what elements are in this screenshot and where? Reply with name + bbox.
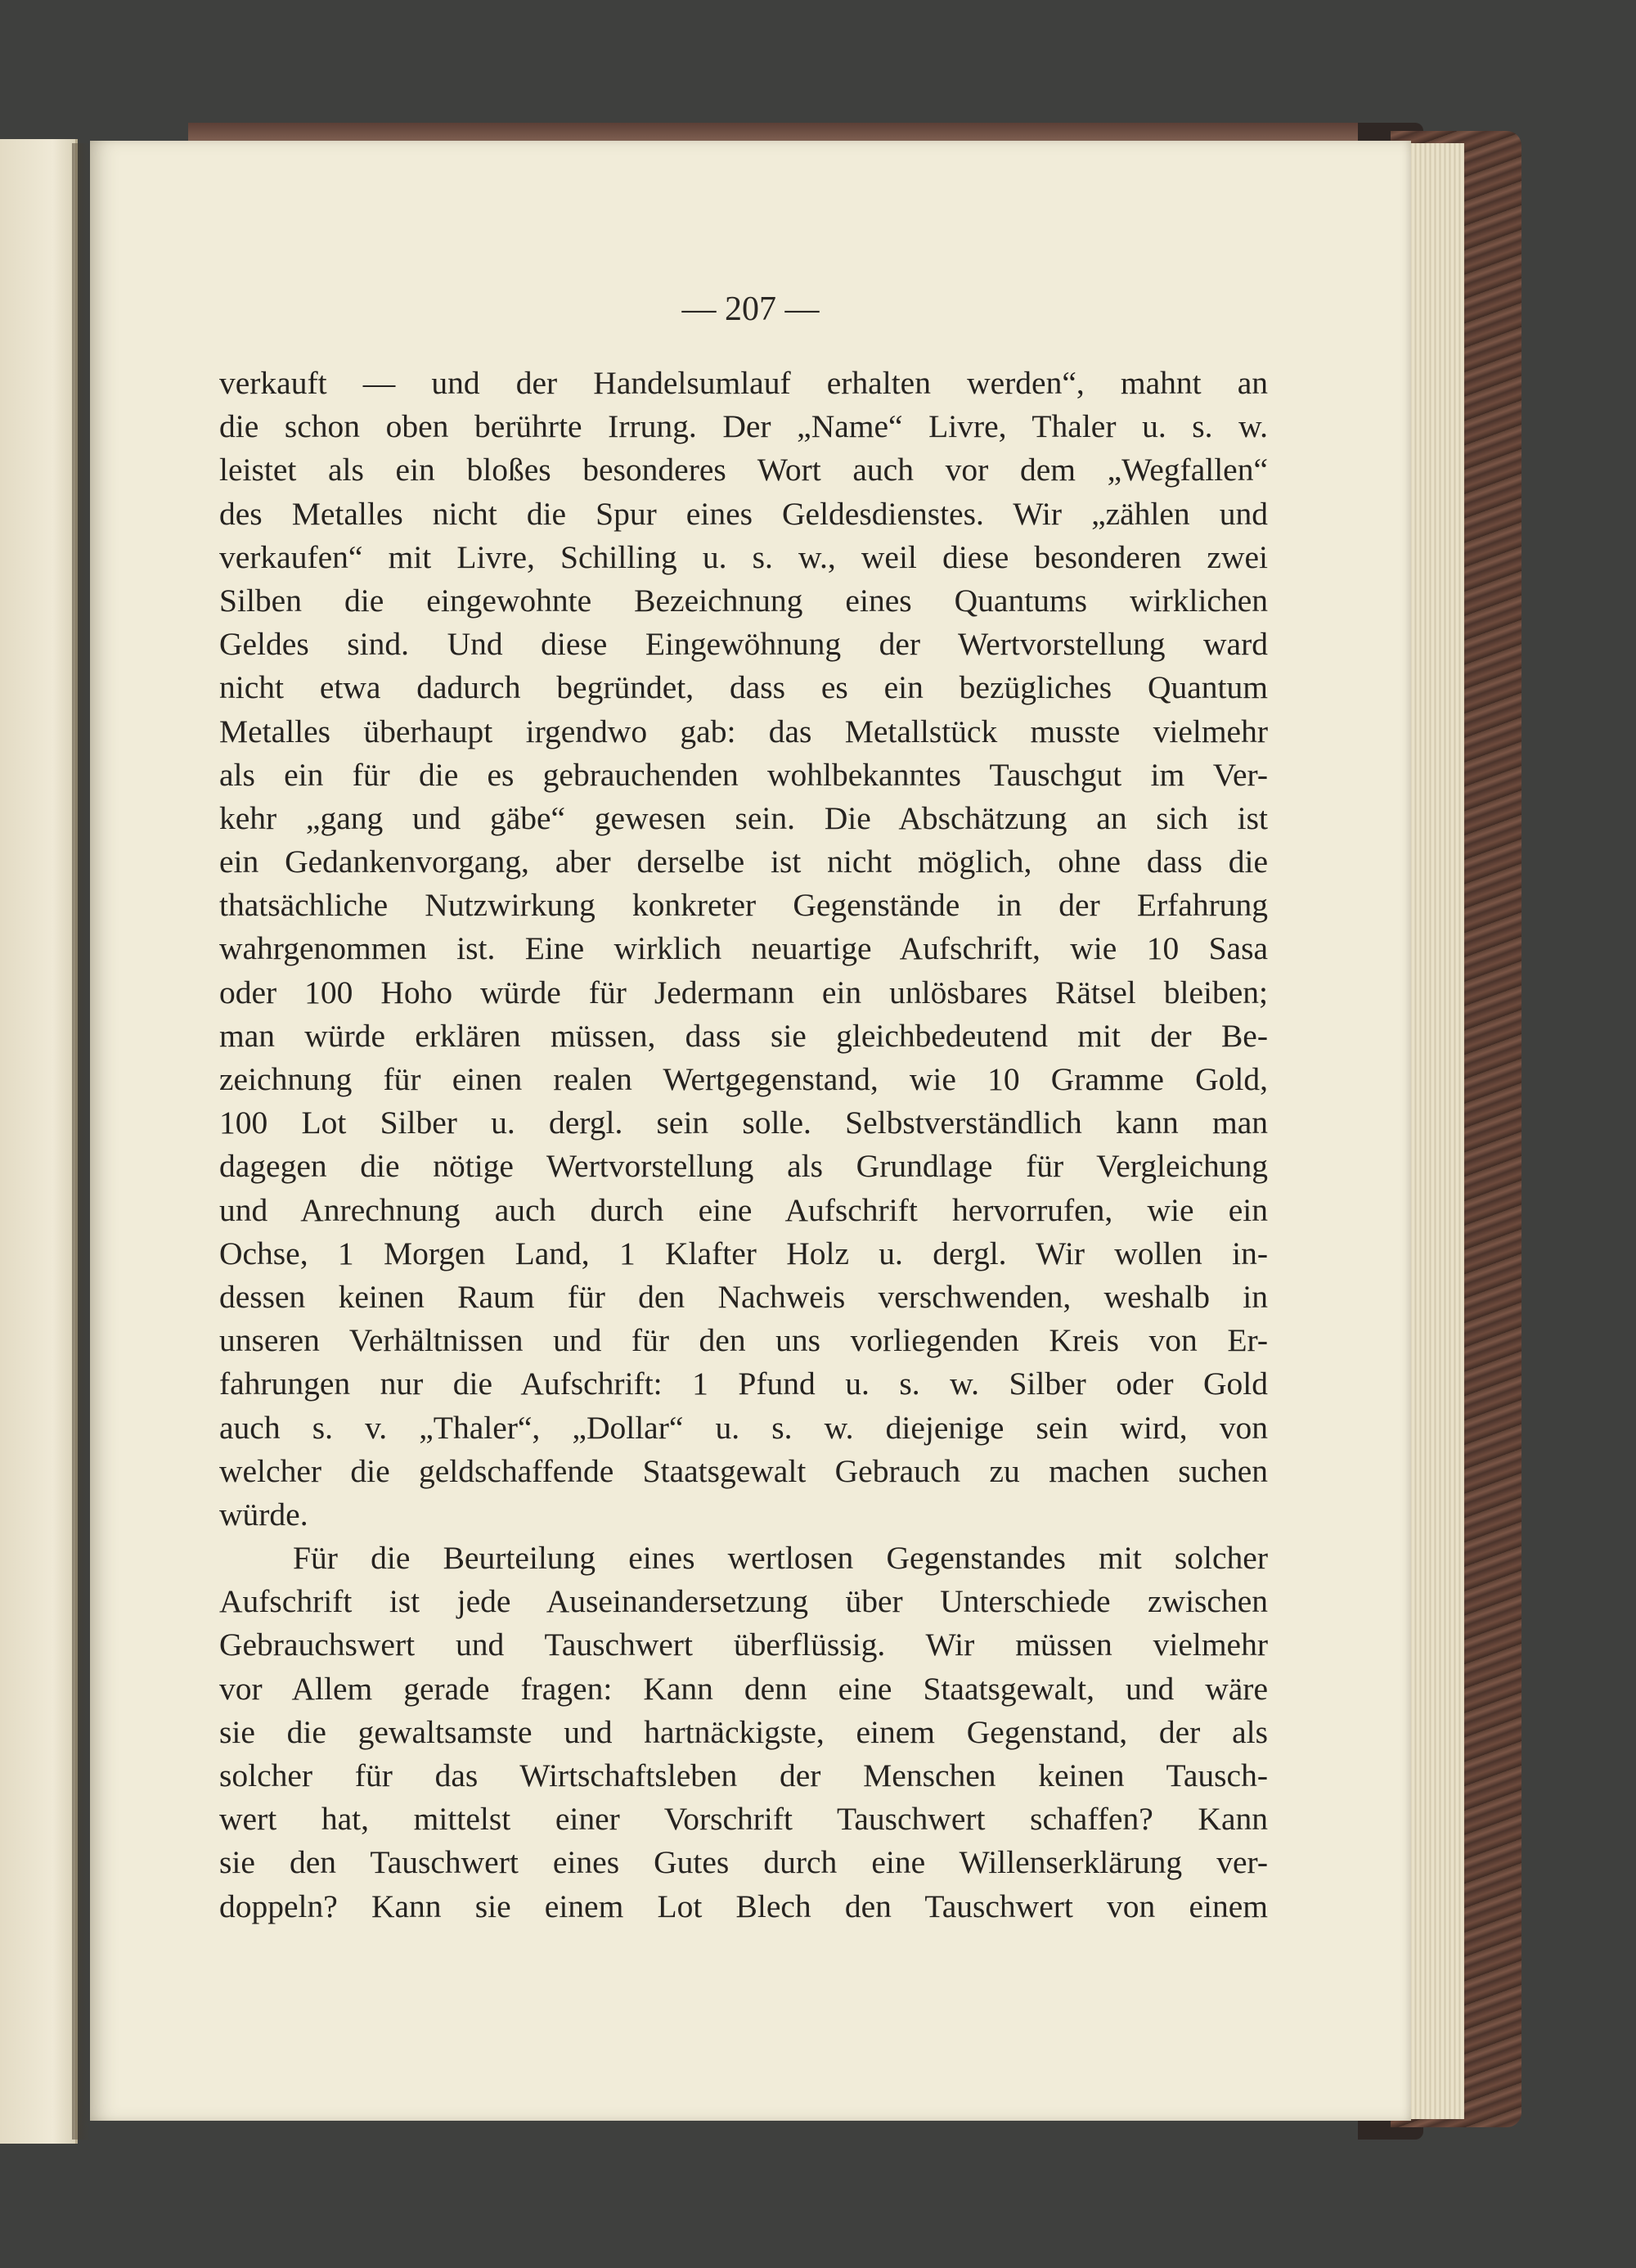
text-line: verkauft — und der Handelsumlauf erhalten werden“, mahnt an: [219, 365, 1268, 401]
text-line: 100 Lot Silber u. dergl. sein solle. Selbstverständlich kann man: [219, 1105, 1268, 1141]
page-number: — 207 —: [681, 290, 820, 328]
text-line: wahrgenommen ist. Eine wirklich neuartige Aufschrift, wie 10 Sasa: [219, 930, 1268, 967]
text-line: als ein für die es gebrauchenden wohlbekanntes Tauschgut im Ver-: [219, 756, 1268, 793]
text-line: solcher für das Wirtschaftsleben der Menschen keinen Tausch-: [219, 1757, 1268, 1793]
text-line: würde.: [219, 1496, 308, 1532]
page-edges-stack: [1407, 143, 1464, 2119]
text-line: vor Allem gerade fragen: Kann denn eine Staatsgewalt, und wäre: [219, 1670, 1268, 1707]
text-line: ein Gedankenvorgang, aber derselbe ist nicht möglich, ohne dass die: [219, 844, 1268, 880]
text-line: man würde erklären müssen, dass sie gleichbedeutend mit der Be-: [219, 1017, 1268, 1054]
text-line: kehr „gang und gäbe“ gewesen sein. Die Abschätzung an sich ist: [219, 799, 1268, 836]
text-line: Aufschrift ist jede Auseinandersetzung über Unterschiede zwischen: [219, 1583, 1268, 1620]
text-line: Gebrauchswert und Tauschwert überflüssig. Wir müssen vielmehr: [219, 1627, 1268, 1663]
text-line: verkaufen“ mit Livre, Schilling u. s. w., weil diese besonderen zwei: [219, 538, 1268, 575]
text-line: leistet als ein bloßes besonderes Wort auch vor dem „Wegfallen“: [219, 452, 1268, 488]
text-line: thatsächliche Nutzwirkung konkreter Gegenstände in der Erfahrung: [219, 887, 1268, 924]
text-line: nicht etwa dadurch begründet, dass es ein bezügliches Quantum: [219, 669, 1268, 706]
text-line: Silben die eingewohnte Bezeichnung eines Quantums wirklichen: [219, 582, 1268, 619]
book-page: [90, 141, 1411, 2121]
gutter-shadow: [72, 143, 90, 2140]
text-line: Ochse, 1 Morgen Land, 1 Klafter Holz u. dergl. Wir wollen in-: [219, 1235, 1268, 1271]
text-line: fahrungen nur die Aufschrift: 1 Pfund u. s. w. Silber oder Gold: [219, 1366, 1268, 1402]
text-line: wert hat, mittelst einer Vorschrift Tauschwert schaffen? Kann: [219, 1801, 1268, 1838]
text-line: und Anrechnung auch durch eine Aufschrift hervorrufen, wie ein: [219, 1191, 1268, 1228]
text-line: auch s. v. „Thaler“, „Dollar“ u. s. w. diejenige sein wird, von: [219, 1409, 1268, 1446]
text-line: unseren Verhältnissen und für den uns vorliegenden Kreis von Er-: [219, 1322, 1268, 1359]
body-text: [219, 362, 1268, 1928]
text-line: sie die gewaltsamste und hartnäckigste, einem Gegenstand, der als: [219, 1713, 1268, 1750]
text-line: des Metalles nicht die Spur eines Geldesdienstes. Wir „zählen und: [219, 495, 1268, 532]
text-line: dagegen die nötige Wertvorstellung als Grundlage für Vergleichung: [219, 1148, 1268, 1185]
text-line: doppeln? Kann sie einem Lot Blech den Tauschwert von einem: [219, 1888, 1268, 1924]
text-line: oder 100 Hoho würde für Jedermann ein unlösbares Rätsel bleiben;: [219, 974, 1268, 1010]
text-line: sie den Tauschwert eines Gutes durch eine Willenserklärung ver-: [219, 1844, 1268, 1881]
left-page-edge: [0, 139, 78, 2144]
text-line: Metalles überhaupt irgendwo gab: das Metallstück musste vielmehr: [219, 713, 1268, 749]
text-line: dessen keinen Raum für den Nachweis verschwenden, weshalb in: [219, 1278, 1268, 1315]
text-line: die schon oben berührte Irrung. Der „Name“ Livre, Thaler u. s. w.: [219, 408, 1268, 445]
text-line: zeichnung für einen realen Wertgegenstand, wie 10 Gramme Gold,: [219, 1061, 1268, 1097]
text-line: welcher die geldschaffende Staatsgewalt Gebrauch zu machen suchen: [219, 1452, 1268, 1489]
text-line: Geldes sind. Und diese Eingewöhnung der Wertvorstellung ward: [219, 626, 1268, 663]
text-line: Für die Beurteilung eines wertlosen Gegenstandes mit solcher: [293, 1540, 1268, 1577]
